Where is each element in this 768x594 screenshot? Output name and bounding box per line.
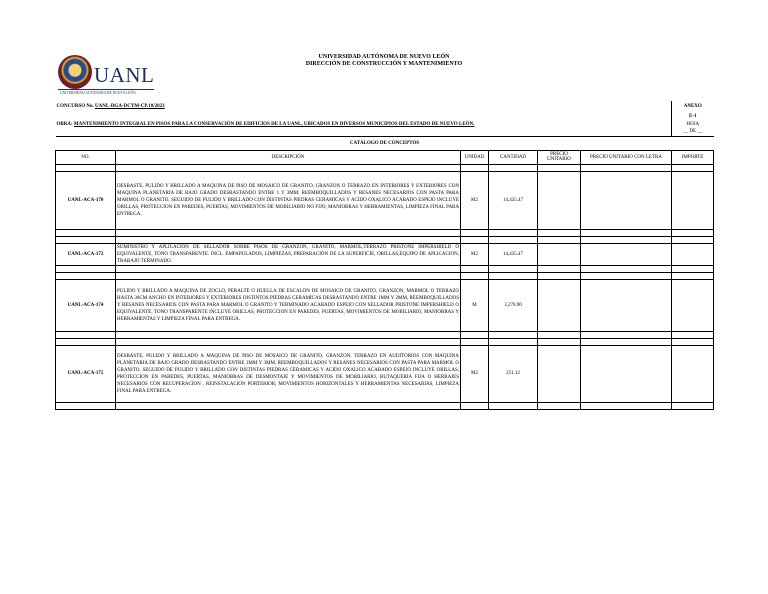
row-description: DESBASTE, PULIDO Y BRILLADO A MAQUINA DE PISO DE MOSAICO DE GRANITO, GRANZON O TERRAZO EN INTERIORES Y EXTERIORES CON MAQUINA PLANETARIA DE BAJO GRADO DESBASTANDO ENTRE 1 Y 3MM, REEMBOQUILLADOS Y RESANES NECESARIOS CON PASTA PARA MARMOL O GRANITO, SEGUIDO DE PULIDO Y BRILLADO CON DISTINTAS PIEDRAS CERAMICAS Y ACIDO OXALICO ACABADO ESPEJO INCLUYE ORILLAS, PROTECCION EN PAREDES, PUERTAS, MOVIMIENTOS DE MOBILIARIO NO FIJO, MANIOBRAS Y HERRAMIENTAS, LIMPIEZA FINAL PARA ENTREGA. xyxy=(116,171,461,229)
row-description: PULIDO Y BRILLADO A MAQUINA DE ZOCLO, PERALTE O HUELLA DE ESCALON DE MOSAICO DE GRANITO, GRANZON, MARMOL O TERRAZO HASTA 30CM ANCHO EN INTERIORES Y EXTERIORES DISTINTOS PIEDRAS CERAMICAS DESBASTANDO ENTRE 1MM Y 2MM, REEMBOQUILLADOS Y RESANES NECESARIOS CON PASTA PARA MARMOL O GRANITO Y TERMINADO ACABADO ESPEJO CON SELLADOR PRISTONE IMPERSHIELD O EQUIVALENTE, TONO TRANSPARENTE INCLUYE ORILLAS, PROTECCION EN PAREDES, PUERTAS, MOVIMIENTOS DE MOBILIARIO, MANIOBRAS Y HERRAMIENTAS Y LIMPIEZA FINAL PARA ENTREGA. xyxy=(116,279,461,331)
row-number: UANL-ACA-175 xyxy=(56,345,116,402)
work-label: OBRA: xyxy=(56,121,73,127)
table-row xyxy=(56,171,714,229)
row-quantity: 3,276.90 xyxy=(489,279,538,331)
contest-number: UANL-DGA-DCYM-CP.10/2023 xyxy=(94,104,165,109)
column-unit: UNIDAD xyxy=(461,150,489,164)
row-description: DESBASTE, PULIDO Y BRILLADO A MAQUINA DE PISO DE MOSAICO DE GRANITO, GRANZON, TERRAZO EN AUDITORIOS CON MAQUINA PLANETARIA DE BAJO GRADO DESBASTANDO ENTRE 1MM Y 3MM, REEMBOQUILLADOS Y RESANES NECESARIOS CON PASTA PARA MARMOL O GRANITO, SEGUIDO DE PULIDO Y BRILLADO CON DISTINTAS PIEDRAS CERAMICAS Y ACIDO OXALICO ACABADO ESPEJO INCLUYE ORILLAS, PROTECCION EN PAREDES, PUERTAS, MANIOBRAS DE DESMONTAJE Y MOVIMIENTOS DE MOBILIARIO, BUTAQUERIA FIJA O HERRAJES NECESARIOS CON RECUPERACION , REINSTALACION PORTERIOR, MOVIMIENTOS HORIZONTALES Y HERRAMIENTAS NECESARIAS, LIMPIEZA FINAL PARA ENTREGA. xyxy=(116,345,461,402)
contest-cell xyxy=(56,101,672,112)
row-description: SUMINISTRO Y APLICACIÓN DE SELLADOR SOBRE PISOS DE GRANZON, GRANITO, MARMOL,TERRAZO PRISTONE IMPERSHIELD O EQUIVALENTE, TONO TRANSPARENTE. INCL. EMPAPULADOS, LIMPIEZAS, PREPARACIÓN DE LA SUPERFICIE, ORILLAS,EQUIPO DE APLICACION, TRABAJO TERMINADO. xyxy=(117,244,459,264)
contest-label: CONCURSO No. xyxy=(56,104,94,109)
table-row xyxy=(56,243,714,265)
department-title: DIRECCIÓN DE CONSTRUCCIÓN Y MANTENIMIENTO xyxy=(305,61,463,67)
annex-sheet: HOJA xyxy=(672,120,714,128)
table-row xyxy=(56,279,714,331)
row-number: UANL-ACA-170 xyxy=(56,171,116,229)
column-price-letter: PRECIO UNITARIO CON LETRA xyxy=(581,150,672,164)
row-quantity: 14,435.47 xyxy=(489,171,538,229)
column-description: DESCRIPCIÓN xyxy=(116,150,461,164)
catalog-title: CATÁLOGO DE CONCEPTOS xyxy=(56,136,714,150)
column-header-row xyxy=(56,150,714,164)
row-number: UANL-ACA-174 xyxy=(56,279,116,331)
row-quantity: 251.12 xyxy=(489,345,538,402)
column-unit-price: PRECIO UNITARIO xyxy=(538,150,581,164)
annex-code: E-1 xyxy=(672,112,714,120)
logo-subtitle: UNIVERSIDAD AUTÓNOMA DE NUEVO LEÓN xyxy=(60,91,136,95)
logo-divider xyxy=(58,89,154,90)
table-row xyxy=(56,345,714,402)
catalog-table xyxy=(55,101,714,410)
row-unit: M2 xyxy=(461,243,489,265)
annex-title: ANEXO xyxy=(672,101,714,112)
row-unit: M2 xyxy=(461,171,489,229)
annex-of: __ DE __ xyxy=(672,128,714,136)
logo-wordmark: UANL xyxy=(94,63,155,87)
row-unit: M2 xyxy=(461,345,489,402)
university-title: UNIVERSIDAD AUTÓNOMA DE NUEVO LEÓN xyxy=(318,54,450,60)
column-amount: IMPORTE xyxy=(672,150,714,164)
contest-row xyxy=(56,101,714,112)
row-unit: M xyxy=(461,279,489,331)
row-number: UANL-ACA-172 xyxy=(56,243,116,265)
work-title: MANTENIMIENTO INTEGRAL EN PISOS PARA LA CONSERVACIÓN DE EDIFICIOS DE LA UANL, UBICADOS EN DIVERSOS MUNICIPIOS DEL ESTADO DE NUEVO LEÓN. xyxy=(73,121,475,127)
column-quantity: CANTIDAD xyxy=(489,150,538,164)
work-cell xyxy=(56,120,672,128)
row-quantity: 14,435.47 xyxy=(489,243,538,265)
column-no: NO. xyxy=(56,150,116,164)
